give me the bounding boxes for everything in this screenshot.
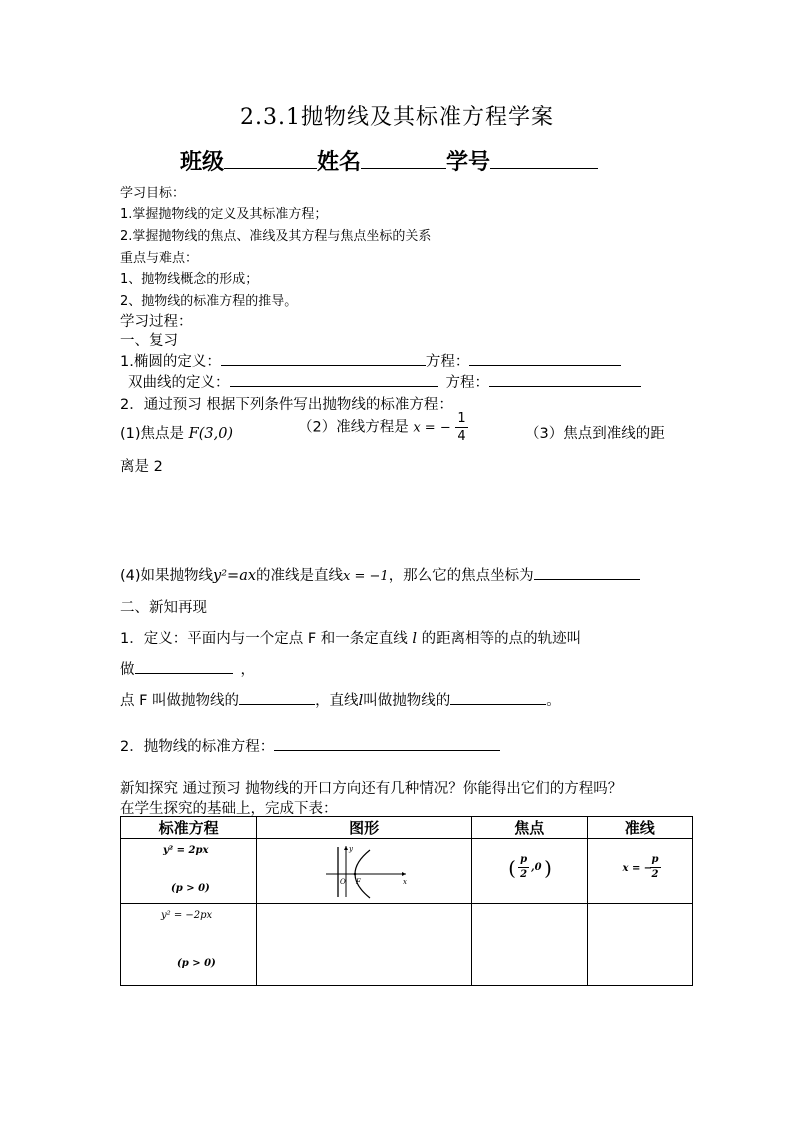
cond-text: (p > 0) — [177, 958, 216, 969]
def-do: 做 — [120, 662, 135, 678]
hyperbola-def-label: 双曲线的定义： — [128, 375, 230, 391]
q2-label: （2）准线方程是 — [298, 419, 409, 436]
f-label: F — [356, 878, 362, 886]
focus-directrix-line — [120, 689, 561, 710]
def-text: 1．定义：平面内与一个定点 F 和一条定直线 — [120, 631, 408, 647]
focus-numerator: p — [518, 853, 529, 868]
focus-blank[interactable] — [239, 690, 315, 705]
def-l: l — [412, 631, 418, 647]
std-eq-blank[interactable] — [274, 736, 500, 751]
key-item: 2、抛物线的标准方程的推导。 — [120, 294, 298, 309]
header-std-eq: 标准方程 — [121, 817, 257, 839]
cell-graph — [257, 839, 472, 904]
focus-lparen: ( — [508, 856, 516, 880]
header-directrix: 准线 — [587, 817, 693, 839]
definition-line — [120, 627, 581, 648]
def-blank[interactable] — [135, 659, 233, 674]
focus-fraction — [518, 853, 529, 882]
question-2 — [298, 410, 468, 445]
y-axis-arrow — [344, 846, 348, 850]
preview-instruction: 2．通过预习 根据下列条件写出抛物线的标准方程： — [120, 397, 453, 413]
q4-pre: (4)如果抛物线 — [120, 568, 214, 584]
directrix-blank[interactable] — [450, 690, 546, 705]
eq-text: y² = 2px — [163, 845, 209, 856]
cond-text: (p > 0) — [171, 883, 210, 894]
ellipse-line — [120, 350, 621, 371]
cell-focus — [472, 839, 587, 904]
directrix-fraction — [650, 853, 661, 882]
q2-math: x = − — [413, 420, 451, 436]
q4-math1: y²=ax — [213, 568, 257, 584]
q2-numerator: 1 — [457, 411, 466, 426]
def-text-end: 的距离相等的点的轨迹叫 — [421, 631, 582, 647]
point-f-label: 点 F 叫做抛物线的 — [120, 693, 240, 709]
q4-math2: x = −1 — [343, 569, 389, 584]
key-heading: 重点与难点： — [120, 251, 199, 266]
goals-heading: 学习目标： — [120, 186, 186, 201]
table-row — [121, 904, 693, 986]
question-3-cont: 离是 2 — [120, 459, 163, 475]
x-axis-arrow — [402, 872, 406, 876]
equation-label: 方程： — [445, 375, 489, 391]
cell-eq — [121, 839, 257, 904]
period: 。 — [546, 693, 561, 709]
student-info-line — [180, 145, 598, 176]
key-item: 1、抛物线概念的形成； — [120, 272, 259, 287]
process-heading: 学习过程： — [120, 314, 193, 330]
hyperbola-def-blank[interactable] — [230, 372, 438, 387]
focus-rparen: ) — [544, 856, 552, 880]
ellipse-def-label: 1.椭圆的定义： — [120, 354, 221, 370]
eq-text: y² = −2px — [161, 910, 213, 921]
focus-point — [354, 873, 357, 876]
focus-denominator: 2 — [520, 869, 528, 880]
directrix-prefix: x = − — [622, 863, 653, 874]
table-header-row — [121, 817, 693, 839]
header-focus: 焦点 — [472, 817, 587, 839]
directrix-numerator: p — [650, 853, 661, 868]
q4-blank[interactable] — [534, 565, 640, 580]
name-label: 姓名 — [317, 149, 362, 175]
newknow-heading: 二、新知再现 — [120, 600, 207, 616]
line-l: l — [358, 693, 364, 709]
q1-math: F(3,0) — [188, 426, 234, 442]
cell-directrix — [587, 839, 693, 904]
line-l-pre: ，直线 — [315, 693, 359, 709]
q4-post: ，那么它的焦点坐标为 — [388, 568, 534, 584]
question-3: （3）焦点到准线的距 — [525, 426, 665, 442]
directrix-denominator: 2 — [651, 869, 659, 880]
equation-label: 方程： — [425, 354, 470, 370]
ellipse-eq-blank[interactable] — [469, 351, 621, 366]
cell-eq — [121, 904, 257, 986]
def-comma: ， — [240, 662, 255, 678]
cell-directrix-empty[interactable] — [587, 904, 693, 986]
line-l-post: 叫做抛物线的 — [363, 693, 451, 709]
question-4 — [120, 564, 640, 585]
origin-label: O — [340, 878, 347, 886]
explore-line-2: 在学生探究的基础上，完成下表： — [120, 801, 338, 817]
table-row — [121, 839, 693, 904]
q4-mid: 的准线是直线 — [256, 568, 344, 584]
header-graph: 图形 — [257, 817, 472, 839]
explore-line-1: 新知探究 通过预习 抛物线的开口方向还有几种情况？你能得出它们的方程吗？ — [120, 781, 623, 797]
parabola-graph — [324, 842, 414, 900]
q1-label: (1)焦点是 — [120, 426, 185, 442]
question-1 — [120, 422, 233, 443]
cell-focus-empty[interactable] — [472, 904, 587, 986]
name-blank[interactable] — [361, 148, 446, 169]
review-heading: 一、复习 — [120, 333, 178, 349]
page-title: 2.3.1抛物线及其标准方程学案 — [240, 105, 554, 130]
class-blank[interactable] — [224, 148, 317, 169]
id-label: 学号 — [446, 149, 491, 175]
hyperbola-eq-blank[interactable] — [489, 372, 641, 387]
definition-do-line — [120, 658, 255, 679]
x-label: x — [403, 878, 408, 886]
focus-tail: ,0 — [531, 862, 542, 873]
id-blank[interactable] — [490, 148, 598, 169]
q2-fraction — [455, 410, 467, 445]
parabola-table — [120, 816, 693, 986]
q2-denominator: 4 — [457, 429, 466, 444]
y-label: y — [349, 845, 354, 853]
std-eq-label: 2．抛物线的标准方程： — [120, 739, 275, 755]
std-eq-line — [120, 735, 500, 756]
ellipse-def-blank[interactable] — [221, 351, 426, 366]
hyperbola-line — [128, 371, 641, 392]
cell-graph-empty[interactable] — [257, 904, 472, 986]
class-label: 班级 — [180, 149, 225, 175]
goal-item: 2.掌握抛物线的焦点、准线及其方程与焦点坐标的关系 — [120, 229, 432, 244]
goal-item: 1.掌握抛物线的定义及其标准方程； — [120, 207, 328, 222]
